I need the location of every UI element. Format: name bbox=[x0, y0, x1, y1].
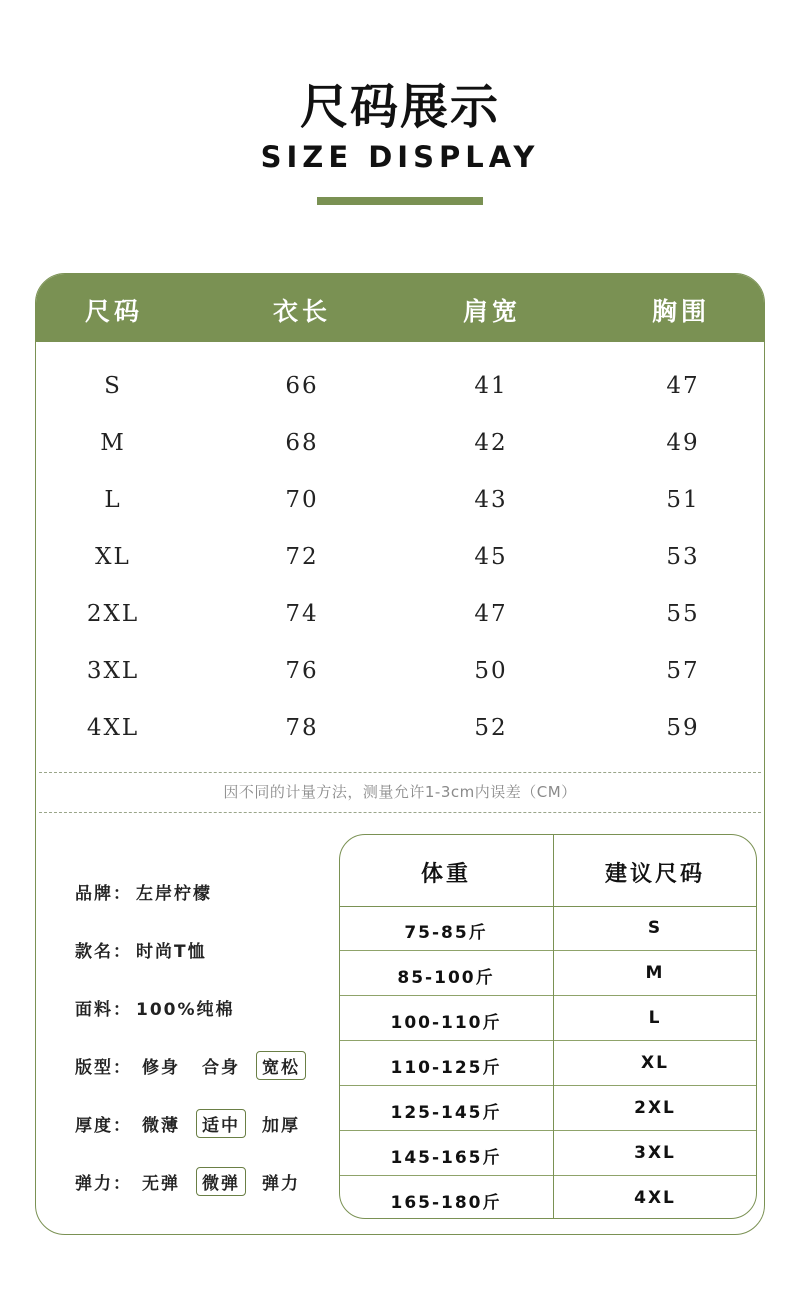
weight-table-header bbox=[340, 835, 756, 907]
weight-row bbox=[340, 1041, 756, 1086]
spec-brand bbox=[75, 876, 212, 906]
fit-option: 合身 bbox=[202, 1057, 240, 1078]
size-row bbox=[36, 430, 764, 470]
page-title: 尺码展示 bbox=[299, 79, 500, 135]
weight-row bbox=[340, 1086, 756, 1131]
cell-chest: 49 bbox=[666, 430, 700, 456]
elasticity-option: 弹力 bbox=[262, 1173, 300, 1194]
cell-size: L bbox=[104, 487, 122, 513]
cell-length: 78 bbox=[285, 715, 319, 741]
weight-row bbox=[340, 996, 756, 1041]
cell-length: 72 bbox=[285, 544, 319, 570]
spec-thickness bbox=[75, 1108, 316, 1138]
cell-chest: 51 bbox=[666, 487, 700, 513]
title-underline bbox=[317, 197, 483, 205]
size-row bbox=[36, 658, 764, 698]
header-shoulder: 肩宽 bbox=[462, 297, 522, 326]
spec-label: 款名： bbox=[75, 941, 132, 962]
spec-label: 版型： bbox=[75, 1057, 132, 1078]
cell-shoulder: 41 bbox=[474, 373, 508, 399]
spec-label: 弹力： bbox=[75, 1173, 132, 1194]
header-recommended-size: 建议尺码 bbox=[604, 862, 706, 887]
elasticity-option: 无弹 bbox=[142, 1173, 180, 1194]
cell-recommended-size: 2XL bbox=[634, 1098, 676, 1118]
cell-shoulder: 43 bbox=[474, 487, 508, 513]
header-weight: 体重 bbox=[420, 862, 472, 887]
cell-chest: 53 bbox=[666, 544, 700, 570]
spec-label: 厚度： bbox=[75, 1115, 132, 1136]
measurement-note: 因不同的计量方法，测量允许1-3cm内误差（CM） bbox=[223, 783, 577, 801]
weight-row bbox=[340, 1131, 756, 1176]
weight-row bbox=[340, 906, 756, 951]
cell-weight: 100-110斤 bbox=[390, 1013, 502, 1033]
cell-size: 3XL bbox=[86, 658, 140, 684]
cell-size: 2XL bbox=[86, 601, 140, 627]
cell-shoulder: 47 bbox=[474, 601, 508, 627]
fit-option: 修身 bbox=[142, 1057, 180, 1078]
cell-chest: 55 bbox=[666, 601, 700, 627]
spec-value: 左岸柠檬 bbox=[136, 883, 212, 904]
spec-elasticity bbox=[75, 1166, 316, 1196]
spec-label: 面料： bbox=[75, 999, 132, 1020]
cell-weight: 85-100斤 bbox=[397, 968, 495, 988]
cell-chest: 59 bbox=[666, 715, 700, 741]
header-chest: 胸围 bbox=[651, 297, 711, 326]
cell-shoulder: 42 bbox=[474, 430, 508, 456]
cell-chest: 57 bbox=[666, 658, 700, 684]
cell-size: M bbox=[100, 430, 126, 456]
cell-weight: 165-180斤 bbox=[390, 1193, 502, 1213]
weight-row bbox=[340, 1176, 756, 1219]
cell-weight: 75-85斤 bbox=[404, 923, 488, 943]
cell-weight: 145-165斤 bbox=[390, 1148, 502, 1168]
fit-option: 宽松 bbox=[256, 1051, 306, 1080]
divider bbox=[39, 812, 761, 813]
cell-length: 76 bbox=[285, 658, 319, 684]
cell-chest: 47 bbox=[666, 373, 700, 399]
cell-recommended-size: L bbox=[648, 1008, 662, 1028]
elasticity-option: 微弹 bbox=[196, 1167, 246, 1196]
spec-fit bbox=[75, 1050, 316, 1080]
size-row bbox=[36, 715, 764, 755]
thickness-option: 适中 bbox=[196, 1109, 246, 1138]
size-row bbox=[36, 373, 764, 413]
cell-shoulder: 45 bbox=[474, 544, 508, 570]
thickness-option: 加厚 bbox=[262, 1115, 300, 1136]
spec-value: 时尚T恤 bbox=[136, 941, 207, 962]
cell-recommended-size: M bbox=[645, 963, 665, 983]
header-size: 尺码 bbox=[84, 297, 144, 326]
cell-shoulder: 52 bbox=[474, 715, 508, 741]
size-table-header bbox=[36, 274, 764, 342]
size-row bbox=[36, 544, 764, 584]
cell-size: S bbox=[104, 373, 122, 399]
spec-value: 100%纯棉 bbox=[136, 999, 235, 1020]
cell-recommended-size: S bbox=[647, 918, 663, 938]
size-row bbox=[36, 601, 764, 641]
cell-recommended-size: XL bbox=[641, 1053, 669, 1073]
size-card bbox=[35, 273, 765, 1235]
cell-length: 68 bbox=[285, 430, 319, 456]
cell-recommended-size: 4XL bbox=[634, 1188, 676, 1208]
column-divider bbox=[553, 835, 554, 1218]
weight-size-table bbox=[339, 834, 757, 1219]
divider bbox=[39, 772, 761, 773]
spec-fabric bbox=[75, 992, 235, 1022]
cell-weight: 125-145斤 bbox=[390, 1103, 502, 1123]
weight-row bbox=[340, 951, 756, 996]
spec-style bbox=[75, 934, 207, 964]
cell-recommended-size: 3XL bbox=[634, 1143, 676, 1163]
size-row bbox=[36, 487, 764, 527]
cell-length: 74 bbox=[285, 601, 319, 627]
cell-weight: 110-125斤 bbox=[390, 1058, 502, 1078]
thickness-option: 微薄 bbox=[142, 1115, 180, 1136]
cell-length: 66 bbox=[285, 373, 319, 399]
cell-size: 4XL bbox=[86, 715, 140, 741]
header-length: 衣长 bbox=[272, 297, 332, 326]
page-subtitle: SIZE DISPLAY bbox=[260, 140, 540, 174]
cell-shoulder: 50 bbox=[474, 658, 508, 684]
cell-size: XL bbox=[95, 544, 131, 570]
spec-label: 品牌： bbox=[75, 883, 132, 904]
cell-length: 70 bbox=[285, 487, 319, 513]
